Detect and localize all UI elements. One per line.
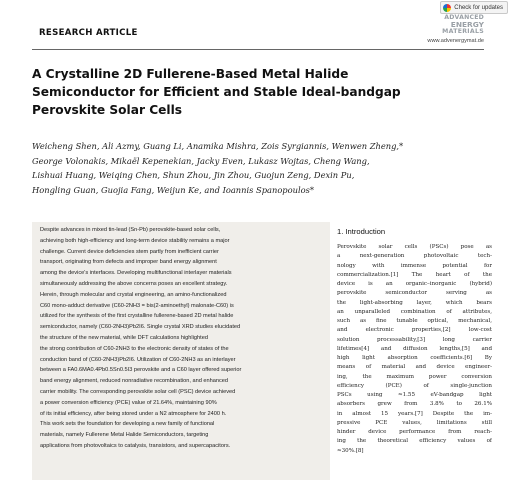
intro-line: absorbers grew from 3.8% to 26.1%	[337, 401, 492, 408]
intro-line: ing, the maximum power conversion	[337, 373, 492, 380]
author-line: Lishuai Huang, Weiqing Chen, Shun Zhou, Jin Zhou, Guojun Zeng, Dexin Pu,	[32, 170, 355, 180]
author-list	[32, 139, 472, 197]
title-line: Perovskite Solar Cells	[32, 103, 183, 117]
abstract-line: simultaneously addressing the above concerns poses an excellent strategy.	[40, 280, 228, 287]
journal-logo-line: MATERIALS	[442, 28, 484, 35]
abstract-line: challenge. Current device deficiencies stem partly from inefficient carrier	[40, 248, 219, 255]
abstract-line: C60 mono-adduct derivative (C60-2NH3 = bis(2-aminoethyl) malonate-C60) is	[40, 302, 234, 309]
intro-line: and electronic properties,[2] low-cost	[337, 327, 492, 334]
intro-line: means of material and device engineer-	[337, 364, 492, 371]
abstract-line: achieving both high-efficiency and long-term device stability remains a major	[40, 237, 230, 244]
check-for-updates-button[interactable]	[440, 1, 508, 14]
abstract-line: applications from photovoltaics to catalysis, transistors, and supercapacitors.	[40, 442, 231, 449]
abstract-line: Herein, through molecular and crystal engineering, an amino-functionalized	[40, 291, 227, 298]
intro-line: perovskite semiconductor serving as	[337, 290, 492, 297]
abstract-line: the strong contribution of C60-2NH3 to the electronic density of states of the	[40, 345, 229, 352]
abstract-line: a power conversion efficiency (PCE) value of 21.64%, maintaining 90%	[40, 399, 217, 406]
intro-line: PSCs using ≈1.55 eV-bandgap light	[337, 392, 492, 398]
abstract-line: transport, originating from defects and improper band energy alignment	[40, 259, 217, 266]
intro-line: an unparalleled combination of attributes,	[337, 308, 492, 315]
section-heading-introduction: 1. Introduction	[337, 227, 386, 236]
abstract-line: of its initial efficiency, after being stored under a N2 atmosphere for 2400 h.	[40, 410, 227, 417]
title-line: Semiconductor for Efficient and Stable Ideal-bandgap	[32, 85, 401, 99]
abstract-text	[40, 225, 324, 452]
abstract-line: conduction band of (C60-2NH3)Pb2I6. Utilization of C60-2NH3 as an interlayer	[40, 356, 236, 363]
journal-logo-line: ADVANCED	[444, 14, 484, 21]
abstract-line: among the device's interfaces. Developing multifunctional interlayer materials	[40, 270, 232, 277]
abstract-line: utilized for the synthesis of the first crystalline fullerene-based 2D metal halide	[40, 313, 234, 320]
intro-line: lifetimes[4] and diffusion lengths,[5] and	[337, 345, 492, 352]
abstract-line: carrier mobility. The corresponding perovskite solar cell (PSC) device achieved	[40, 388, 236, 395]
title-line: A Crystalline 2D Fullerene-Based Metal Halide	[32, 67, 349, 81]
check-updates-icon	[443, 4, 451, 12]
intro-line: high light absorption coefficients.[6] By	[337, 355, 492, 361]
intro-line: hinder device performance from reach-	[337, 429, 492, 435]
intro-line: device is an organic–inorganic (hybrid)	[337, 281, 492, 287]
abstract-line: This work sets the foundation for developing a new family of functional	[40, 421, 215, 428]
author-line: Hongling Guan, Guojia Fang, Weijun Ke, and Ioannis Spanopoulos*	[32, 184, 315, 195]
abstract-line: the structure of the new material, while DFT calculations highlighted	[40, 334, 208, 341]
check-updates-label: Check for updates	[454, 4, 503, 11]
abstract-line: semiconductor, namely (C60-2NH3)Pb2I6. Single crystal XRD studies elucidated	[40, 324, 241, 331]
author-line: Weicheng Shen, Ali Azmy, Guang Li, Anamika Mishra, Zois Syrgiannis, Wenwen Zheng,*	[32, 141, 404, 151]
intro-line: ≈30%.[8]	[337, 447, 364, 454]
intro-line: nology with immense potential for	[337, 262, 492, 269]
intro-line: in almost 15 years.[7] Despite the im-	[337, 410, 492, 417]
article-title	[32, 65, 412, 119]
intro-line: commercialization.[1] The heart of the	[337, 271, 492, 278]
intro-line: ing the theoretical efficiency values of	[337, 438, 492, 445]
intro-line: solution processability,[3] long carrier	[337, 336, 492, 343]
journal-url-link[interactable]: www.advenergymat.de	[427, 38, 484, 44]
abstract-line: band energy alignment, reduced nonradiative recombination, and enhanced	[40, 378, 229, 385]
abstract-line: materials, namely Fullerene Metal Halide Semiconductors, targeting	[40, 432, 209, 439]
abstract-line: Despite advances in mixed tin-lead (Sn-Pb) perovskite-based solar cells,	[40, 227, 221, 233]
introduction-text	[337, 243, 492, 456]
author-line: George Volonakis, Mikaël Kepenekian, Jacky Even, Lukasz Wojtas, Cheng Wang,	[32, 155, 370, 166]
intro-line: such as fine tunable optical, mechanical,	[337, 318, 492, 324]
journal-logo-line: ENERGY	[450, 20, 484, 29]
header-divider	[32, 49, 484, 50]
intro-line: efficiency (PCE) of single-junction	[337, 382, 492, 389]
intro-line: Perovskite solar cells (PSCs) pose as	[337, 244, 492, 250]
journal-logo	[442, 14, 484, 35]
intro-line: pressive PCE values, limitations still	[337, 419, 492, 426]
abstract-line: between a FA0.6MA0.4Pb0.5Sn0.5I3 perovskite and a C60 layer offered superior	[40, 367, 242, 374]
article-type-label: RESEARCH ARTICLE	[39, 28, 138, 38]
intro-line: the light-absorbing layer, which bears	[337, 299, 492, 306]
intro-line: a next-generation photovoltaic tech-	[337, 253, 492, 260]
